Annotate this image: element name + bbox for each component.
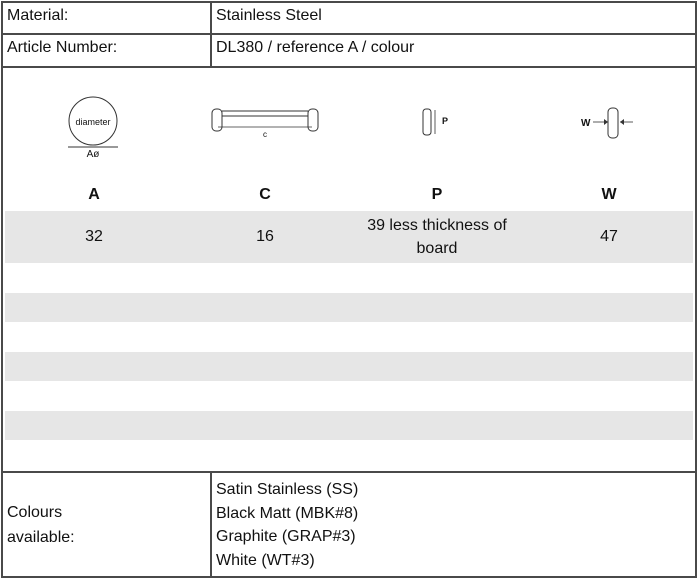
article-number-row [3,35,695,68]
colours-list [212,473,695,576]
colours-label: Colours available: [3,473,212,576]
header-w: W [601,186,617,203]
diameter-caption: Aø [86,149,100,160]
value-a: 32 [85,228,103,245]
value-c: 16 [256,228,274,245]
table-row-stripe [5,293,693,322]
p-dimension-label: P [442,116,449,126]
c-dimension-label: c [263,130,267,139]
spec-sheet [1,1,697,578]
list-item: Satin Stainless (SS) [216,481,359,498]
material-value: Stainless Steel [216,7,322,24]
dimensions-section [3,68,695,473]
diameter-label: diameter [75,117,111,127]
article-number-label: Article Number: [3,35,212,66]
header-c: C [259,186,271,203]
header-a: A [88,186,100,203]
list-item: White (WT#3) [216,551,315,569]
list-item: Black Matt (MBK#8) [216,504,359,522]
article-number-value: DL380 / reference A / colour [216,39,415,56]
value-p: 39 less thickness of board [367,217,507,257]
material-row [3,3,695,35]
handle-length-diagram-icon [208,106,328,142]
list-item: Graphite (GRAP#3) [216,528,356,545]
w-dimension-label: W [581,118,591,129]
table-row-stripe [5,411,693,440]
width-diagram-icon [577,104,643,144]
header-p: P [431,186,443,203]
table-row-stripe [5,352,693,381]
colours-section [3,473,695,576]
value-w: 47 [600,228,618,245]
diameter-diagram-icon [63,90,133,160]
projection-diagram-icon [419,106,459,140]
material-label: Material: [3,3,212,33]
